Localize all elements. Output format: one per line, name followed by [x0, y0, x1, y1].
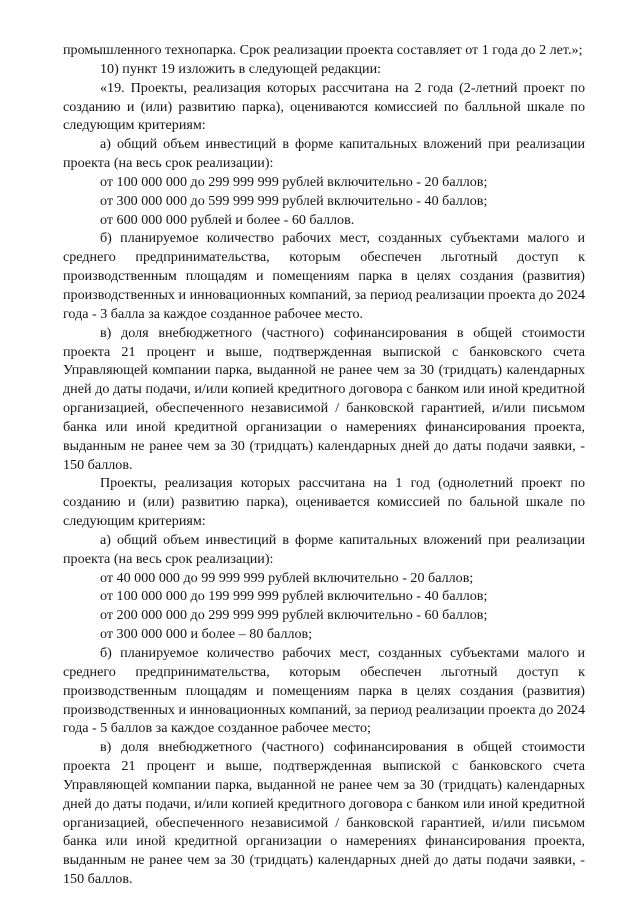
paragraph-item-10: 10) пункт 19 изложить в следующей редакции: [100, 60, 382, 77]
paragraph-one-year-projects: Проекты, реализация которых рассчитана на 1 год (однолетний проект по созданию и (или) развитию парка), оценивается комиссией по бальной шкале по следующим критериям: [63, 475, 585, 530]
criterion-a-investment: а) общий объем инвестиций в форме капитальных вложений при реализации проекта (на весь срок реализации): [63, 136, 585, 172]
investment-tier: от 300 000 000 и более – 80 баллов; [100, 626, 313, 643]
investment-tier: от 40 000 000 до 99 999 999 рублей включительно - 20 баллов; [100, 569, 474, 586]
criterion-c-cofinancing: в) доля внебюджетного (частного) софинансирования в общей стоимости проекта 21 процент и выше, подтвержденная выпиской с банковского счета Управляющей компании парка, выданной не ранее чем за 30 (тридцать) календарных дней до даты подачи, и/или копией кредитного договора с банком или иной кредитной организацией, обеспеченного независимой / банковской гарантией, и/или письмом банка или иной кредитной организации о намерениях финансирования проекта, выданным не ранее чем за 30 (тридцать) календарных дней до даты подачи заявки, - 150 баллов. [63, 739, 585, 888]
investment-tier: от 600 000 000 рублей и более - 60 баллов. [100, 211, 355, 228]
investment-tier: от 300 000 000 до 599 999 999 рублей включительно - 40 баллов; [100, 192, 488, 209]
criterion-c-cofinancing: в) доля внебюджетного (частного) софинансирования в общей стоимости проекта 21 процент и выше, подтвержденная выпиской с банковского счета Управляющей компании парка, выданной не ранее чем за 30 (тридцать) календарных дней до даты подачи, и/или копией кредитного договора с банком или иной кредитной организацией, обеспеченного независимой / банковской гарантией, и/или письмом банка или иной кредитной организации о намерениях финансирования проекта, выданным не ранее чем за 30 (тридцать) календарных дней до даты подачи заявки, - 150 баллов. [63, 324, 585, 473]
investment-tier: от 200 000 000 до 299 999 999 рублей включительно - 60 баллов; [100, 607, 488, 624]
criterion-a-investment: а) общий объем инвестиций в форме капитальных вложений при реализации проекта (на весь срок реализации): [63, 531, 585, 567]
investment-tier: от 100 000 000 до 299 999 999 рублей включительно - 20 баллов; [100, 173, 488, 190]
paragraph-clause-19: «19. Проекты, реализация которых рассчитана на 2 года (2-летний проект по созданию и (или) развитию парка), оцениваются комиссией по балльной шкале по следующим критериям: [63, 79, 585, 134]
paragraph-continuation: промышленного технопарка. Срок реализации проекта составляет от 1 года до 2 лет.»; [63, 42, 583, 58]
criterion-b-jobs: б) планируемое количество рабочих мест, созданных субъектами малого и среднего предпринимательства, которым обеспечен льготный доступ к производственным площадям и помещениям парка в целях создания (развития) производственных и инновационных компаний, за период реализации проекта до 2024 года - 3 балла за каждое созданное рабочее место. [63, 230, 585, 322]
investment-tier: от 100 000 000 до 199 999 999 рублей включительно - 40 баллов; [100, 588, 488, 605]
document-page [63, 41, 585, 889]
criterion-b-jobs: б) планируемое количество рабочих мест, созданных субъектами малого и среднего предпринимательства, которым обеспечен льготный доступ к производственным площадям и помещениям парка в целях создания (развития) производственных и инновационных компаний, за период реализации проекта до 2024 года - 5 баллов за каждое созданное рабочее место; [63, 645, 585, 737]
